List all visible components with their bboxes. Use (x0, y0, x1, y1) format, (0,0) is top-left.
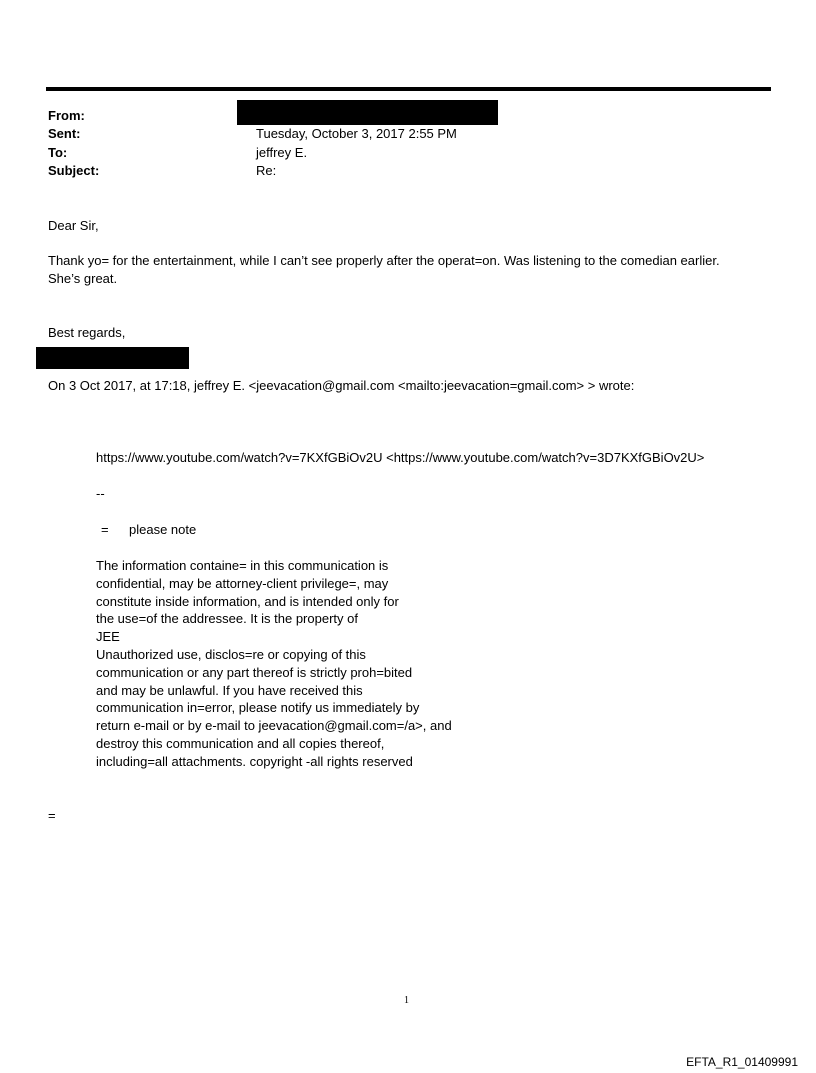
message-line-1: Thank yo= for the entertainment, while I can’t see properly after the operat=on. Was listening to the comedian earlier. (48, 253, 720, 268)
trailing-equals: = (48, 808, 56, 823)
subject-label: Subject: (48, 163, 100, 178)
redacted-from-value (237, 100, 498, 125)
to-value: jeffrey E. (256, 145, 308, 160)
sent-value: Tuesday, October 3, 2017 2:55 PM (256, 126, 457, 141)
message-line-2: She’s great. (48, 271, 118, 286)
disclaimer-line: including=all attachments. copyright -all rights reserved (96, 753, 413, 769)
disclaimer-line: The information containe= in this communication is (96, 558, 389, 573)
disclaimer-line: JEE (96, 629, 120, 645)
subject-value: Re: (256, 163, 277, 178)
disclaimer-line: the use=of the addressee. It is the property of (96, 611, 358, 627)
disclaimer-line: Unauthorized use, disclos=re or copying of this (96, 646, 366, 662)
redacted-signature (36, 347, 189, 369)
signoff: Best regards, (48, 325, 126, 340)
please-note-text: please note (129, 522, 197, 537)
page-number: 1 (404, 995, 409, 1006)
from-label: From: (48, 108, 85, 123)
signature-separator: -- (96, 486, 105, 501)
youtube-link-line: https://www.youtube.com/watch?v=7KXfGBiOv2U <https://www.youtube.com/watch?v=3D7KXfGBiOv2U> (96, 450, 705, 465)
disclaimer-line: and may be unlawful. If you have received this (96, 682, 363, 698)
disclaimer-line: constitute inside information, and is intended only for (96, 593, 399, 609)
disclaimer-line: communication in=error, please notify us immediately by (96, 700, 420, 716)
disclaimer-line: destroy this communication and all copies thereof, (96, 735, 385, 751)
document-id: EFTA_R1_01409991 (686, 1055, 798, 1069)
greeting: Dear Sir, (48, 218, 99, 233)
disclaimer-line: confidential, may be attorney-client privilege=, may (96, 575, 389, 591)
disclaimer-line: return e-mail or by e-mail to jeevacation@gmail.com=/a>, and (96, 718, 452, 734)
disclaimer-line: communication or any part thereof is strictly proh=bited (96, 664, 413, 680)
confidentiality-disclaimer (96, 557, 452, 771)
sent-label: Sent: (48, 126, 81, 141)
to-label: To: (48, 145, 68, 160)
header-rule (46, 87, 771, 91)
quote-intro: On 3 Oct 2017, at 17:18, jeffrey E. <jeevacation@gmail.com <mailto:jeevacation=gmail.com> > wrote: (48, 378, 635, 393)
bullet-mark: = (101, 522, 109, 537)
